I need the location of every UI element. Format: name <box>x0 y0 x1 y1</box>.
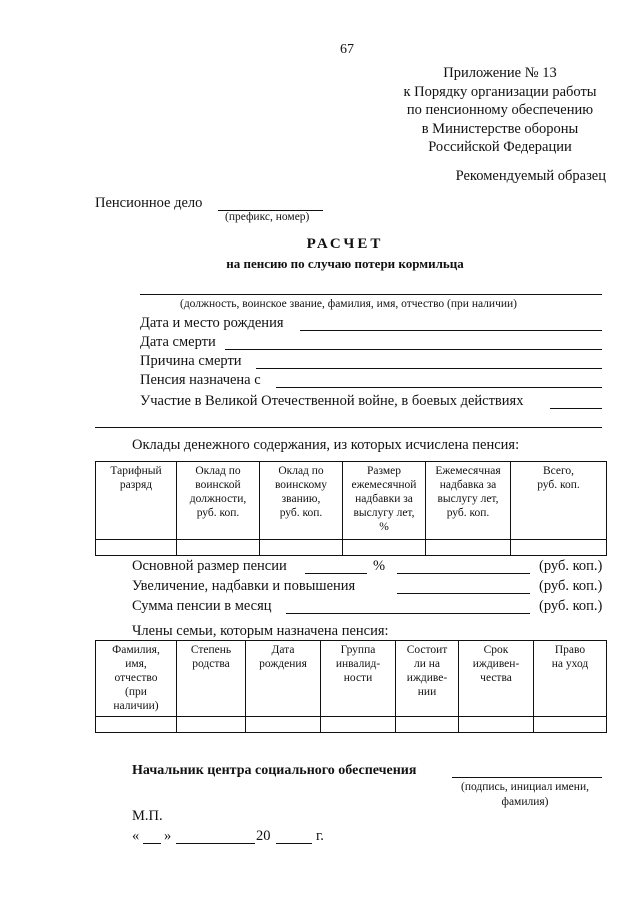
family-header-name: Фамилия, имя, отчество (при наличии) <box>96 641 177 717</box>
sample-label: Рекомендуемый образец <box>455 168 606 184</box>
monthly-sum-label: Сумма пенсии в месяц <box>132 598 272 614</box>
date-year-prefix: 20 <box>256 828 271 844</box>
date-close-quote: » <box>164 828 172 844</box>
family-cell[interactable] <box>321 717 396 733</box>
person-field[interactable] <box>140 294 602 295</box>
assigned-from-field[interactable] <box>276 387 602 388</box>
percent-sign: % <box>373 558 386 574</box>
salary-header-bonus-amount: Ежемесячная надбавка за выслугу лет, руб. коп. <box>426 462 511 540</box>
date-day-field[interactable] <box>143 843 161 844</box>
salary-cell[interactable] <box>343 540 426 556</box>
assigned-from-label: Пенсия назначена с <box>140 372 261 388</box>
pension-case-hint: (префикс, номер) <box>225 211 310 223</box>
death-date-field[interactable] <box>225 349 602 350</box>
death-date-label: Дата смерти <box>140 334 216 350</box>
family-heading: Члены семьи, которым назначена пенсия: <box>132 623 389 639</box>
salary-header-position: Оклад по воинской должности, руб. коп. <box>177 462 260 540</box>
family-cell[interactable] <box>177 717 246 733</box>
person-hint: (должность, воинское звание, фамилия, имя, отчество (при наличии) <box>180 298 517 310</box>
war-participation-field[interactable] <box>550 408 602 409</box>
monthly-sum-field[interactable] <box>286 613 530 614</box>
salary-data-row <box>96 540 607 556</box>
stamp-label: М.П. <box>132 808 163 824</box>
annex-line-5: Российской Федерации <box>428 139 572 155</box>
page-number: 67 <box>340 42 354 57</box>
annex-line-2: к Порядку организации работы <box>403 83 597 100</box>
family-header-relation: Степень родства <box>177 641 246 717</box>
salary-cell[interactable] <box>260 540 343 556</box>
death-cause-label: Причина смерти <box>140 353 242 369</box>
salary-table <box>95 461 607 556</box>
salary-cell[interactable] <box>177 540 260 556</box>
family-header-row <box>96 641 607 717</box>
salary-cell[interactable] <box>511 540 607 556</box>
family-cell[interactable] <box>459 717 534 733</box>
salary-header-bonus-percent: Размер ежемесячной надбавки за выслугу лет, % <box>343 462 426 540</box>
signature-field[interactable] <box>452 777 602 778</box>
annex-line-1: Приложение № 13 <box>443 65 557 81</box>
family-header-care-right: Право на уход <box>534 641 607 717</box>
date-open-quote: « <box>132 828 140 844</box>
family-header-birthdate: Дата рождения <box>246 641 321 717</box>
extra-field[interactable] <box>95 427 602 428</box>
family-header-dependent: Состоит ли на иждиве- нии <box>396 641 459 717</box>
family-cell[interactable] <box>96 717 177 733</box>
family-header-dependency-term: Срок иждивен- чества <box>459 641 534 717</box>
base-pension-label: Основной размер пенсии <box>132 558 287 574</box>
salary-heading: Оклады денежного содержания, из которых исчислена пенсия: <box>132 437 520 453</box>
salary-cell[interactable] <box>96 540 177 556</box>
salary-cell[interactable] <box>426 540 511 556</box>
date-year-suffix: г. <box>316 828 324 844</box>
annex-line-4: в Министерстве обороны <box>421 120 579 137</box>
birth-field[interactable] <box>300 330 602 331</box>
signature-label: Начальник центра социального обеспечения <box>132 763 417 778</box>
salary-header-total: Всего, руб. коп. <box>511 462 607 540</box>
family-cell[interactable] <box>246 717 321 733</box>
signature-hint-line-1: (подпись, инициал имени, <box>461 781 589 793</box>
date-year-field[interactable] <box>276 843 312 844</box>
salary-header-grade: Тарифный разряд <box>96 462 177 540</box>
base-pension-unit: (руб. коп.) <box>539 558 603 574</box>
increase-label: Увеличение, надбавки и повышения <box>132 578 356 594</box>
family-cell[interactable] <box>534 717 607 733</box>
death-cause-field[interactable] <box>256 368 602 369</box>
date-month-field[interactable] <box>176 843 255 844</box>
document-subtitle: на пенсию по случаю потери кормильца <box>226 256 464 271</box>
document-title: РАСЧЕТ <box>306 236 384 252</box>
family-header-disability: Группа инвалид- ности <box>321 641 396 717</box>
base-pension-amount-field[interactable] <box>397 573 530 574</box>
annex-line-3: по пенсионному обеспечению <box>406 102 594 118</box>
annex-block <box>365 64 635 157</box>
base-pension-percent-field[interactable] <box>305 573 367 574</box>
monthly-sum-unit: (руб. коп.) <box>539 598 603 614</box>
birth-label: Дата и место рождения <box>140 315 284 331</box>
family-cell[interactable] <box>396 717 459 733</box>
salary-header-rank: Оклад по воинскому званию, руб. коп. <box>260 462 343 540</box>
war-participation-label: Участие в Великой Отечественной войне, в боевых действиях <box>140 393 524 409</box>
signature-hint-line-2: фамилия) <box>501 796 549 808</box>
salary-header-row <box>96 462 607 540</box>
family-table <box>95 640 607 733</box>
pension-case-label: Пенсионное дело <box>95 195 203 211</box>
increase-unit: (руб. коп.) <box>539 578 603 594</box>
increase-field[interactable] <box>397 593 530 594</box>
family-data-row <box>96 717 607 733</box>
